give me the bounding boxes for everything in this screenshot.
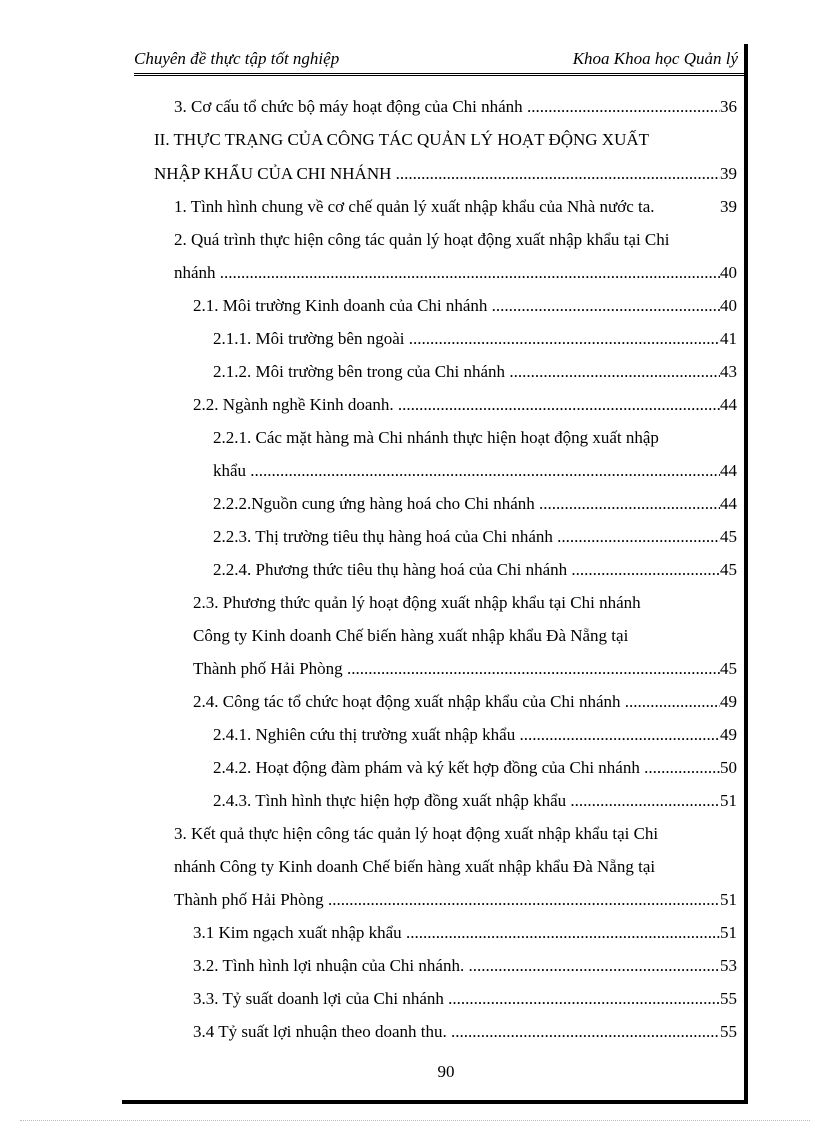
toc-entry-title: 2.4.2. Hoạt động đàm phám và ký kết hợp đồng của Chi nhánh — [213, 758, 640, 777]
toc-entry-page: 39 — [720, 190, 737, 224]
toc-entry-page: 39 — [720, 157, 737, 191]
toc-entry-page: 49 — [720, 685, 737, 719]
toc-entry-page: 44 — [720, 487, 737, 521]
toc-entry-title: 2.4. Công tác tổ chức hoạt động xuất nhập khẩu của Chi nhánh — [193, 692, 621, 711]
toc-entry-title: 3. Kết quả thực hiện công tác quản lý hoạt động xuất nhập khẩu tại Chi — [174, 824, 659, 843]
toc-entry-title: 2.2. Ngành nghề Kinh doanh. — [193, 395, 394, 414]
page-header — [134, 49, 738, 73]
toc-entry-title: Thành phố Hải Phòng — [193, 659, 343, 678]
toc-entry — [174, 883, 737, 917]
toc-entry-page: 51 — [720, 916, 737, 950]
toc-entry-title: 2.1. Môi trường Kinh doanh của Chi nhánh — [193, 296, 488, 315]
toc-entry-title: 1. Tình hình chung về cơ chế quản lý xuất nhập khẩu của Nhà nước ta. — [174, 197, 655, 216]
toc-entry — [193, 916, 737, 950]
header-left-text: Chuyên đề thực tập tốt nghiệp — [134, 49, 340, 68]
toc-entry-title: khẩu — [213, 461, 247, 480]
toc-entry-page: 53 — [720, 949, 737, 983]
toc-entry-page: 55 — [720, 1015, 737, 1049]
toc-entry — [193, 685, 737, 719]
toc-entry-title: 3.3. Tỷ suất doanh lợi của Chi nhánh — [193, 989, 444, 1008]
toc-entry-page: 41 — [720, 322, 737, 356]
toc-entry-title: 2.3. Phương thức quản lý hoạt động xuất nhập khẩu tại Chi nhánh — [193, 593, 641, 612]
toc-entry-page: 55 — [720, 982, 737, 1016]
toc-entry — [193, 289, 737, 323]
toc-entry-page: 44 — [720, 454, 737, 488]
toc-entry — [193, 388, 737, 422]
toc-entry — [174, 90, 737, 124]
toc-entry-title: 2. Quá trình thực hiện công tác quản lý hoạt động xuất nhập khẩu tại Chi — [174, 230, 670, 249]
toc-entry — [213, 520, 737, 554]
toc-entry-title: NHẬP KHẨU CỦA CHI NHÁNH — [154, 164, 392, 183]
toc-entry — [174, 223, 737, 257]
toc-entry-title: nhánh — [174, 263, 216, 282]
toc-entry — [174, 256, 737, 290]
toc-entry-page: 43 — [720, 355, 737, 389]
toc-entry-title: 3.4 Tỷ suất lợi nhuận theo doanh thu. — [193, 1022, 447, 1041]
toc-entry — [193, 982, 737, 1016]
toc-entry — [213, 421, 737, 455]
toc-entry-title: 3. Cơ cấu tổ chức bộ máy hoạt động của Chi nhánh — [174, 97, 523, 116]
toc-entry-page: 36 — [720, 90, 737, 124]
toc-entry-page: 51 — [720, 883, 737, 917]
toc-entry — [213, 487, 737, 521]
toc-entry-page: 51 — [720, 784, 737, 818]
toc-entry — [193, 949, 737, 983]
header-rule — [134, 73, 744, 76]
toc-entry-page: 50 — [720, 751, 737, 785]
toc-entry-page: 40 — [720, 256, 737, 290]
toc-entry-title: 2.4.3. Tình hình thực hiện hợp đồng xuất nhập khẩu — [213, 791, 567, 810]
header-right-text: Khoa Khoa học Quản lý — [572, 49, 738, 68]
toc-entry — [174, 817, 737, 851]
toc-entry — [193, 1015, 737, 1049]
toc-entry-title: 2.1.2. Môi trường bên trong của Chi nhánh — [213, 362, 506, 381]
toc-entry-title: 2.2.1. Các mặt hàng mà Chi nhánh thực hiện hoạt động xuất nhập — [213, 428, 659, 447]
toc-entry-page: 45 — [720, 520, 737, 554]
toc-entry — [213, 553, 737, 587]
toc-entry-title: 2.2.2.Nguồn cung ứng hàng hoá cho Chi nhánh — [213, 494, 535, 513]
toc-entry-page: 45 — [720, 553, 737, 587]
toc-entry-title: nhánh Công ty Kinh doanh Chế biến hàng xuất nhập khẩu Đà Nẵng tại — [174, 857, 656, 876]
toc-entry-title: 2.2.3. Thị trường tiêu thụ hàng hoá của Chi nhánh — [213, 527, 553, 546]
toc-entry — [193, 652, 737, 686]
page-number: 90 — [437, 1062, 455, 1081]
toc-entry-page: 45 — [720, 652, 737, 686]
toc-entry — [213, 718, 737, 752]
toc-entry — [213, 784, 737, 818]
toc-entry — [193, 619, 737, 653]
toc-entry-title: 2.4.1. Nghiên cứu thị trường xuất nhập khẩu — [213, 725, 516, 744]
toc-entry-title: Thành phố Hải Phòng — [174, 890, 324, 909]
toc-entry — [154, 157, 737, 191]
toc-entry — [213, 322, 737, 356]
toc-entry-title: 3.1 Kim ngạch xuất nhập khẩu — [193, 923, 402, 942]
toc-entry — [174, 190, 737, 224]
toc-entry — [213, 751, 737, 785]
toc-entry-title: II. THỰC TRẠNG CỦA CÔNG TÁC QUẢN LÝ HOẠT ĐỘNG XUẤT — [154, 130, 650, 149]
toc-entry-title: 2.1.1. Môi trường bên ngoài — [213, 329, 405, 348]
toc-entry-title: Công ty Kinh doanh Chế biến hàng xuất nhập khẩu Đà Nẵng tại — [193, 626, 629, 645]
toc-entry — [213, 355, 737, 389]
toc-entry — [193, 586, 737, 620]
page-bottom-divider — [20, 1120, 810, 1121]
toc-entry-title: 2.2.4. Phương thức tiêu thụ hàng hoá của Chi nhánh — [213, 560, 568, 579]
toc-entry — [213, 454, 737, 488]
toc-entry — [174, 850, 737, 884]
toc-entry-page: 49 — [720, 718, 737, 752]
toc-entry-page: 40 — [720, 289, 737, 323]
toc-entry-page: 44 — [720, 388, 737, 422]
toc-entry-title: 3.2. Tình hình lợi nhuận của Chi nhánh. — [193, 956, 465, 975]
toc-entry — [154, 123, 737, 157]
